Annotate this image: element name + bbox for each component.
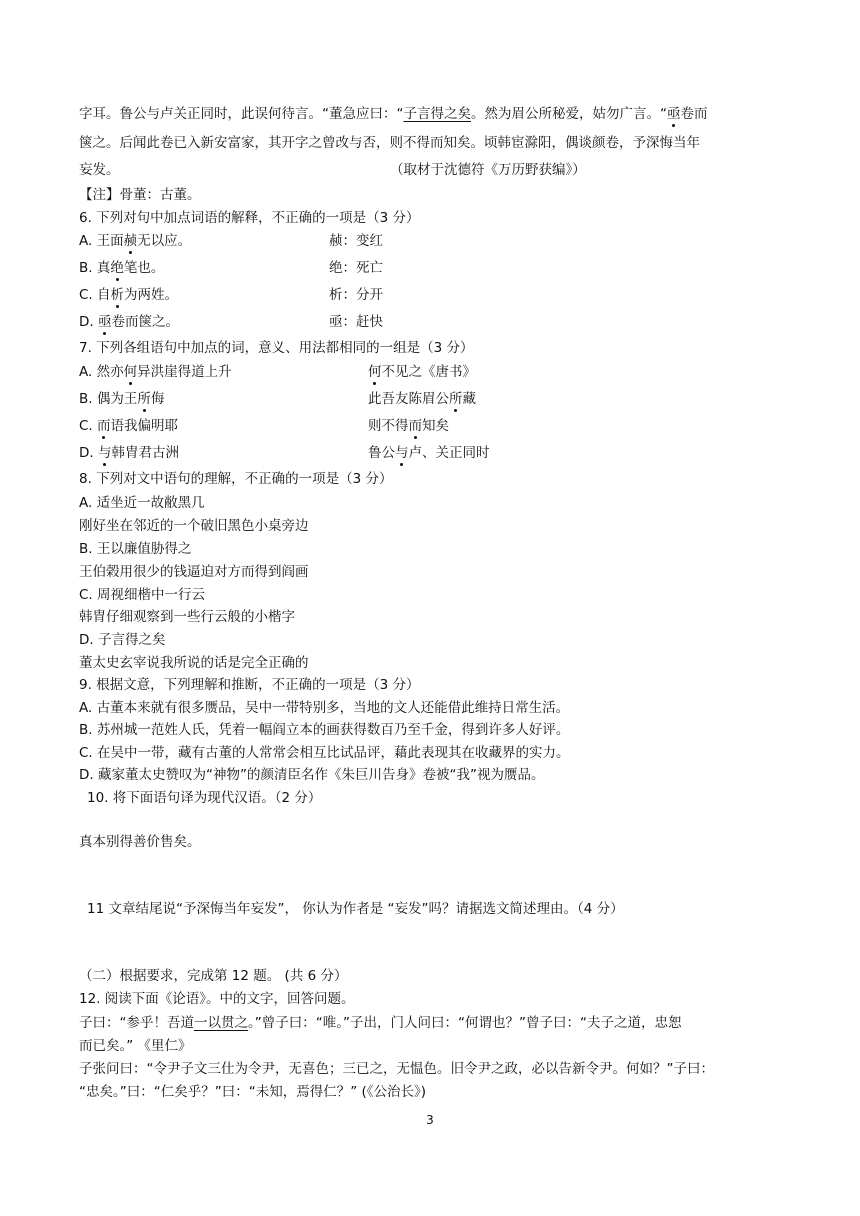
question-7-stem: 7. 下列各组语句中加点的词，意义、用法都相同的一组是（3 分）: [79, 340, 474, 356]
passage-text: 妄发。: [79, 162, 120, 178]
question-8-stem: 8. 下列对文中语句的理解，不正确的一项是（3 分）: [79, 471, 393, 487]
underlined-text: 一以贯之: [194, 1015, 248, 1031]
lunyu-passage-2-line-1: 子张问曰：“令尹子文三仕为令尹，无喜色；三已之，无愠色。旧令尹之政，必以告新令尹。何如？”子曰：: [79, 1061, 714, 1077]
option-meaning: 绝：死亡: [329, 260, 383, 276]
q10-sentence: 真本别得善价售矣。: [79, 834, 201, 850]
dotted-word: 绝: [110, 260, 124, 276]
dotted-word: 与: [97, 445, 112, 461]
passage-line-3: [79, 160, 779, 180]
q9-option-c: C. 在吴中一带，藏有古董的人常常会相互比试品评，藉此表现其在收藏界的实力。: [79, 745, 570, 761]
q8-option-a: A. 适坐近一故敝黑几: [79, 495, 205, 511]
q7-option-b: [79, 389, 579, 409]
passage-text: 卷而: [680, 106, 708, 122]
q6-option-c: [79, 285, 479, 305]
option-text: B. 真: [79, 260, 111, 276]
dotted-word: 而: [97, 418, 111, 434]
q9-option-d: D. 藏家董太史赞叹为“神物”的颜清臣名作《朱巨川告身》卷被“我”视为赝品。: [79, 767, 545, 783]
question-10-stem: 10. 将下面语句译为现代汉语。（2 分）: [87, 790, 322, 806]
option-text: 异洪崖得道上升: [137, 364, 232, 380]
option-text: D.: [79, 445, 98, 461]
q8-translation-a: 刚好坐在邻近的一个破旧黑色小桌旁边: [79, 518, 309, 534]
lunyu-passage-2-line-2: “忠矣。”曰：“仁矣乎？”曰：“未知，焉得仁？” (《公治长》): [79, 1084, 427, 1100]
source-citation: （取材于沈德符《万历野获编》）: [390, 162, 586, 178]
q6-option-b: [79, 258, 479, 278]
annotation-note: 【注】骨董：古董。: [79, 187, 201, 203]
option-text: 为两姓。: [124, 287, 179, 303]
option-text: 鲁公: [368, 445, 395, 461]
passage-text: 。然为眉公所秘爱，姑勿广言。“: [471, 106, 667, 122]
option-text: B. 偶为王: [79, 391, 138, 407]
q7-option-c: [79, 416, 579, 436]
q7-option-a: [79, 362, 579, 382]
option-meaning: 赪：变红: [329, 233, 383, 249]
option-text: A. 王面: [79, 233, 124, 249]
lunyu-passage-1-line-1: [79, 1013, 681, 1033]
q8-translation-b: 王伯榖用很少的钱逼迫对方而得到阎画: [79, 564, 309, 580]
option-text: A. 然亦: [79, 364, 124, 380]
page-number: 3: [426, 1113, 434, 1127]
part-2-title: （二）根据要求，完成第 12 题。 (共 6 分）: [79, 968, 348, 984]
q8-translation-c: 韩胄仔细观察到一些行云般的小楷字: [79, 609, 295, 625]
option-text: 语我偏明耶: [110, 418, 179, 434]
question-12-stem: 12. 阅读下面《论语》。中的文字，回答问题。: [79, 991, 355, 1007]
option-text: C. 自: [79, 287, 111, 303]
option-text: D.: [79, 314, 98, 330]
option-text: 知矣: [422, 418, 449, 434]
dotted-word: 而: [408, 418, 422, 434]
option-text: 笔也。: [123, 260, 165, 276]
option-text: 无以应。: [137, 233, 192, 249]
option-text: 卷而箧之。: [111, 314, 179, 330]
dotted-word: 与: [395, 445, 409, 461]
question-9-stem: 9. 根据文意，下列理解和推断，不正确的一项是（3 分）: [79, 677, 420, 693]
option-meaning: 析：分开: [329, 287, 383, 303]
option-second-sentence: [368, 362, 476, 382]
passage-text: 子曰：“参乎！吾道: [79, 1015, 194, 1031]
q9-option-a: A. 古董本来就有很多赝品，吴中一带特别多，当地的文人还能借此维持日常生活。: [79, 700, 570, 716]
q8-translation-d: 董太史玄宰说我所说的话是完全正确的: [79, 655, 309, 671]
q8-option-d: D. 子言得之矣: [79, 632, 166, 648]
dotted-word: 何: [368, 364, 382, 380]
option-text: 则不得: [368, 418, 409, 434]
option-text: 韩胄君古洲: [111, 445, 179, 461]
q8-option-b: B. 王以廉值胁得之: [79, 541, 192, 557]
passage-line-1: [79, 104, 708, 124]
question-11-stem: 11 文章结尾说“予深悔当年妄发”， 你认为作者是 “妄发”吗？请据选文简述理由。（4 分）: [87, 901, 624, 917]
option-text: 此吾友陈眉公: [368, 391, 449, 407]
dotted-word: 析: [110, 287, 125, 303]
q6-option-d: [79, 312, 479, 332]
option-text: C.: [79, 418, 98, 434]
passage-text: 。”曾子曰：“唯。”子出，门人问曰：“何谓也？”曾子曰：“夫子之道，忠恕: [248, 1015, 682, 1031]
q8-option-c: C. 周视细楷中一行云: [79, 587, 206, 603]
question-6-stem: 6. 下列对句中加点词语的解释，不正确的一项是（3 分）: [79, 210, 420, 226]
underlined-text: 子言得之矣: [403, 106, 471, 122]
dotted-word: 所: [449, 391, 463, 407]
option-second-sentence: [368, 443, 490, 463]
option-text: 卢、关正同时: [408, 445, 490, 461]
q9-option-b: B. 苏州城一范姓人氏，凭着一幅阎立本的画获得数百乃至千金，得到许多人好评。: [79, 722, 570, 738]
dotted-word: 亟: [667, 106, 681, 122]
passage-line-2: 箧之。后闻此卷已入新安富家，其开字之曾改与否，则不得而知矣。顷韩宦滁阳，偶谈颜卷，予深悔当年: [79, 135, 700, 151]
passage-text: 字耳。鲁公与卢关正同时，此误何待言。“董急应曰：“: [79, 106, 404, 122]
option-text: 藏: [462, 391, 476, 407]
q6-option-a: [79, 231, 479, 251]
option-meaning: 亟：赶快: [329, 314, 383, 330]
option-text: 不见之《唐书》: [381, 364, 476, 380]
dotted-word: 所: [137, 391, 151, 407]
dotted-word: 亟: [97, 314, 112, 330]
dotted-word: 赪: [123, 233, 138, 249]
lunyu-passage-1-line-2: 而已矣。” 《里仁》: [79, 1038, 192, 1054]
dotted-word: 何: [123, 364, 138, 380]
option-text: 侮: [150, 391, 165, 407]
option-second-sentence: [368, 389, 476, 409]
option-second-sentence: [368, 416, 449, 436]
q7-option-d: [79, 443, 579, 463]
